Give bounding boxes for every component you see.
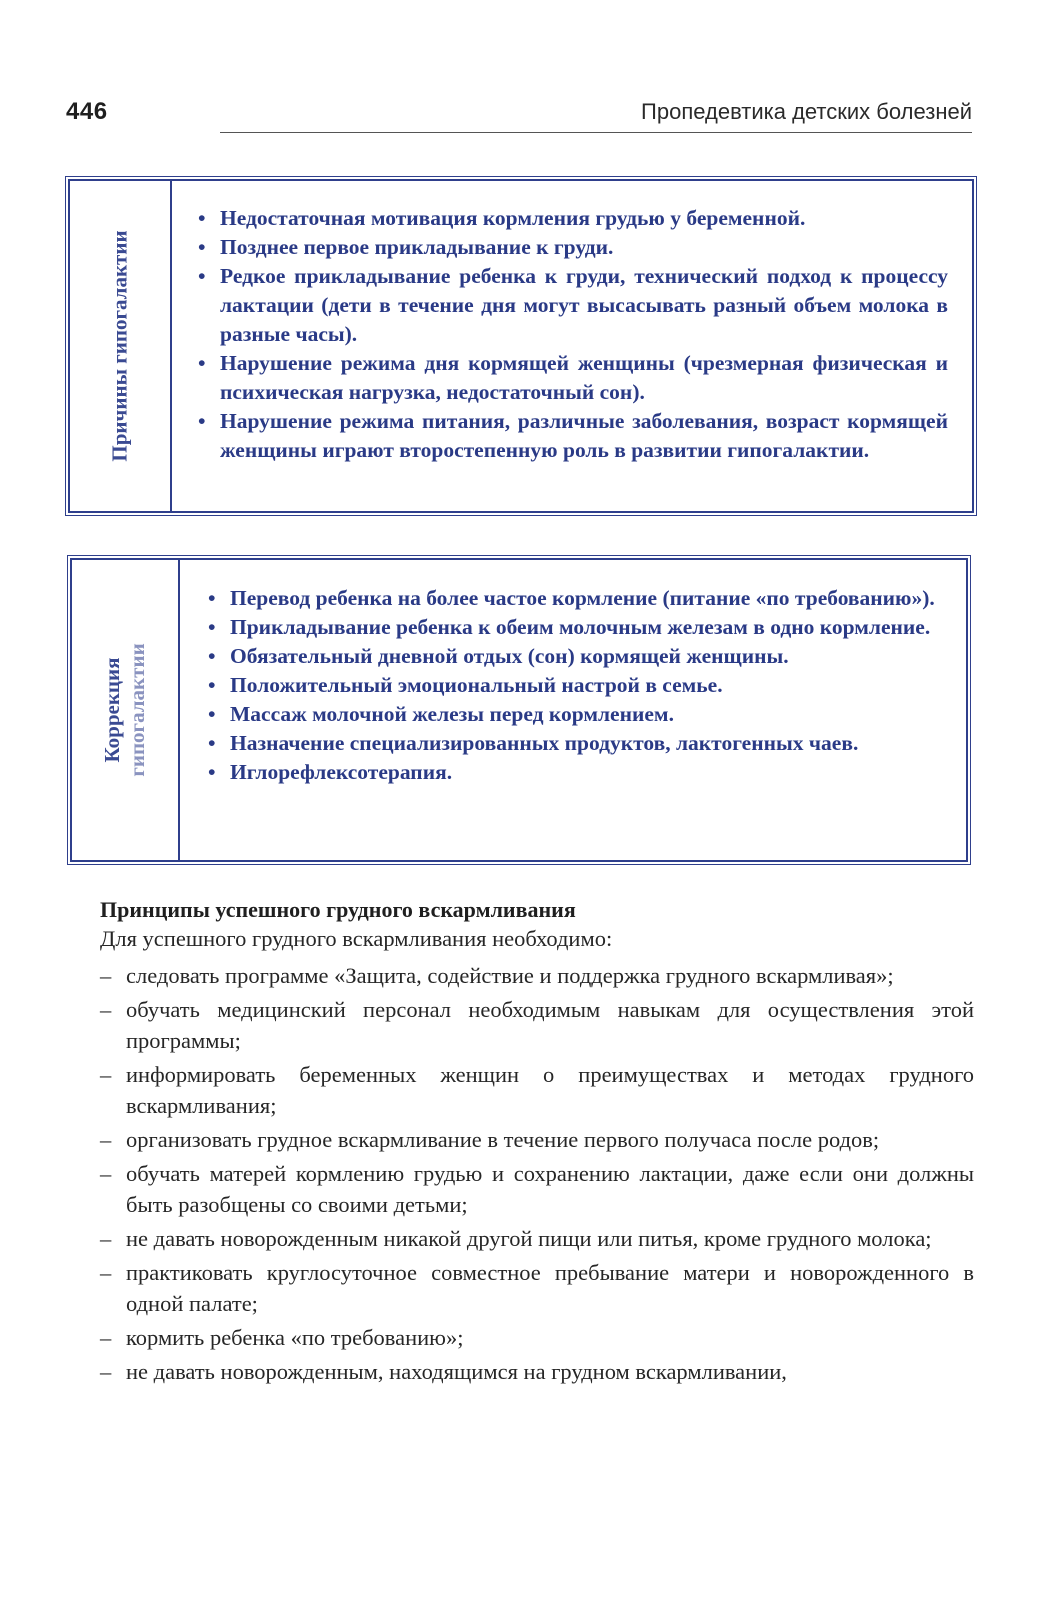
- list-item: • Позднее первое прикладывание к груди.: [198, 233, 948, 262]
- list-item: – организовать грудное вскармливание в течение первого получаса после родов;: [100, 1124, 974, 1155]
- header-rule: [220, 132, 972, 133]
- list-item: • Редкое прикладывание ребенка к груди, технический подход к процессу лактации (дети в течение дня могут высасывать разный объем молока в разные часы).: [198, 262, 948, 349]
- list-item: • Недостаточная мотивация кормления грудью у беременной.: [198, 204, 948, 233]
- correction-side-panel: [72, 560, 180, 860]
- page-number: 446: [66, 98, 108, 125]
- list-item: – не давать новорожденным никакой другой пищи или питья, кроме грудного молока;: [100, 1223, 974, 1254]
- list-item: – кормить ребенка «по требованию»;: [100, 1322, 974, 1353]
- list-item: • Прикладывание ребенка к обеим молочным железам в одно кормление.: [208, 613, 936, 642]
- list-item: • Нарушение режима питания, различные заболевания, возраст кормящей женщины играют второстепенную роль в развитии гипогалактии.: [198, 407, 948, 465]
- causes-side-panel: [70, 181, 172, 511]
- running-title: Пропедевтика детских болезней: [641, 99, 972, 124]
- correction-box: [70, 558, 968, 862]
- causes-box: [68, 179, 974, 513]
- list-item: • Обязательный дневной отдых (сон) кормящей женщины.: [208, 642, 936, 671]
- list-item: • Положительный эмоциональный настрой в семье.: [208, 671, 936, 700]
- list-item: – не давать новорожденным, находящимся на грудном вскармливании,: [100, 1356, 974, 1387]
- list-item: – практиковать круглосуточное совместное пребывание матери и новорожденного в одной палате;: [100, 1257, 974, 1319]
- causes-side-label: [108, 230, 133, 461]
- list-item: – информировать беременных женщин о преимуществах и методах грудного вскармливания;: [100, 1059, 974, 1121]
- list-item: • Перевод ребенка на более частое кормление (питание «по требованию»).: [208, 584, 936, 613]
- principles-list: [100, 960, 974, 1390]
- list-item: • Массаж молочной железы перед кормлением.: [208, 700, 936, 729]
- correction-side-label: [100, 643, 150, 776]
- correction-side-label-line1: Коррекция: [100, 657, 124, 763]
- causes-list: [198, 204, 948, 465]
- list-item: – обучать матерей кормлению грудью и сохранению лактации, даже если они должны быть разобщены со своими детьми;: [100, 1158, 974, 1220]
- list-item: • Нарушение режима дня кормящей женщины (чрезмерная физическая и психическая нагрузка, недостаточный сон).: [198, 349, 948, 407]
- correction-list: [208, 584, 936, 787]
- list-item: – обучать медицинский персонал необходимым навыкам для осуществления этой программы;: [100, 994, 974, 1056]
- section-intro: Для успешного грудного вскармливания необходимо:: [100, 926, 613, 951]
- causes-side-label-text: Причины гипогалактии: [107, 230, 132, 462]
- correction-side-label-line2: гипогалактии: [125, 643, 149, 777]
- list-item: – следовать программе «Защита, содействие и поддержка грудного вскармливая»;: [100, 960, 974, 991]
- list-item: • Иглорефлексотерапия.: [208, 758, 936, 787]
- section-heading: Принципы успешного грудного вскармливания: [100, 897, 576, 922]
- list-item: • Назначение специализированных продуктов, лактогенных чаев.: [208, 729, 936, 758]
